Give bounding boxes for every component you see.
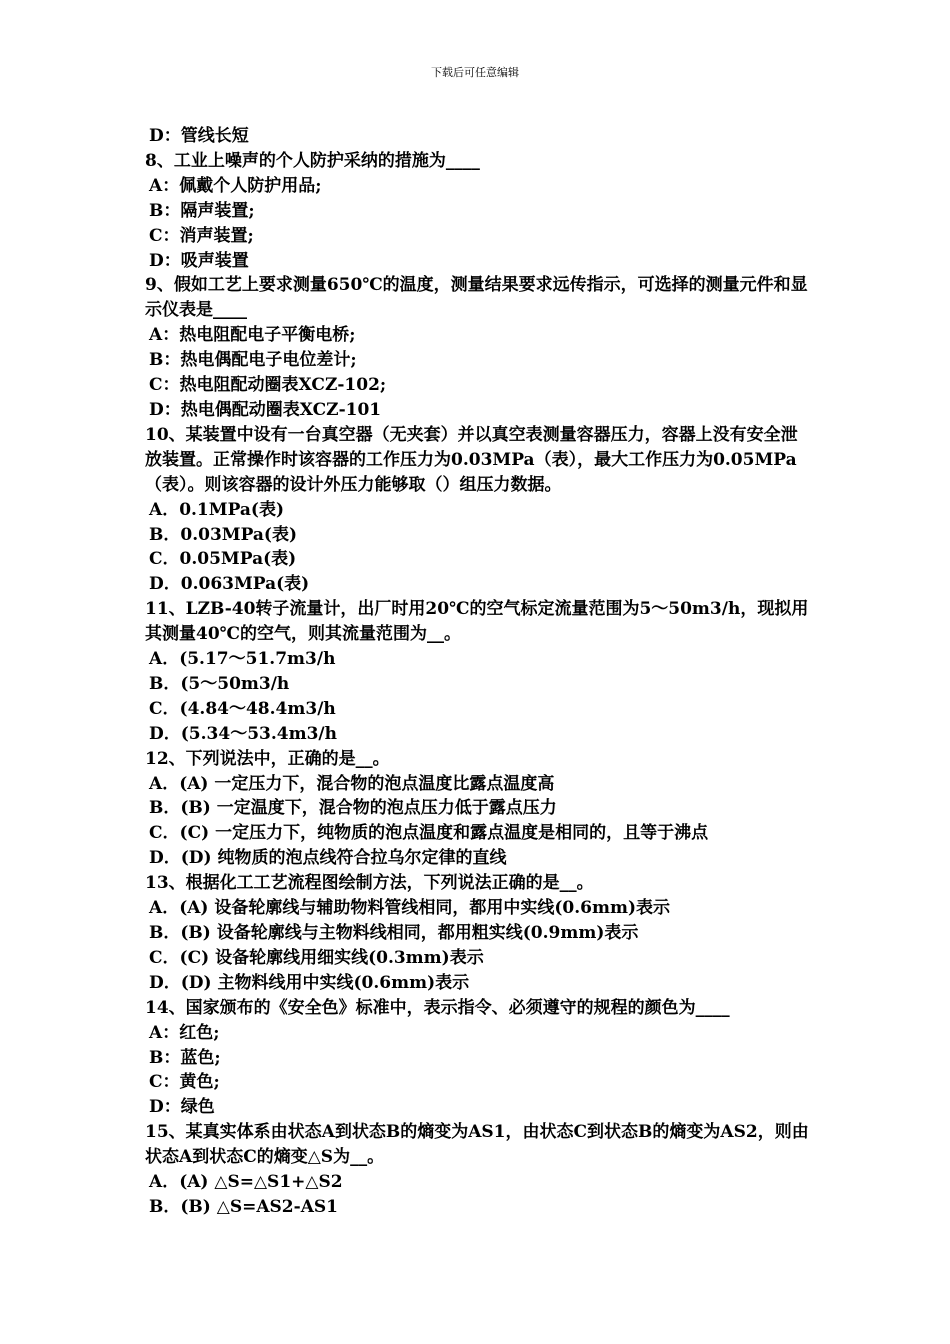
- option-line: A．0.1MPa(表): [149, 499, 285, 520]
- option-line: D．(D) 主物料线用中实线(0.6mm)表示: [149, 972, 470, 993]
- option-line: D：吸声装置: [149, 250, 249, 271]
- option-line: B：热电偶配电子电位差计;: [149, 350, 357, 371]
- option-line: D：热电偶配动圈表XCZ-101: [149, 399, 382, 420]
- option-line: B．(5～50m3/h: [149, 673, 290, 694]
- option-line: C：热电阻配动圈表XCZ-102;: [149, 375, 387, 396]
- page-header: 下载后可任意编辑: [431, 66, 519, 79]
- option-line: B：蓝色;: [149, 1047, 221, 1068]
- option-line: B：隔声装置;: [149, 200, 255, 221]
- option-line: B．(B) △S=AS2-AS1: [149, 1196, 338, 1217]
- question-line: 15、某真实体系由状态A到状态B的熵变为AS1，由状态C到状态B的熵变为AS2，则由状态A到状态C的熵变△S为__。: [145, 1122, 809, 1168]
- option-line: C：黄色;: [149, 1072, 220, 1093]
- option-line: C．(C) 设备轮廓线用细实线(0.3mm)表示: [149, 947, 484, 968]
- option-line: C：消声装置;: [149, 225, 254, 246]
- question-line: 11、LZB-40转子流量计，出厂时用20℃的空气标定流量范围为5～50m3/h，现拟用其测量40℃的空气，则其流量范围为__。: [145, 599, 809, 645]
- option-line: A．(A) △S=△S1+△S2: [149, 1172, 343, 1193]
- option-line: A：热电阻配电子平衡电桥;: [149, 325, 356, 346]
- option-line: D：绿色: [149, 1097, 215, 1118]
- option-line: A：红色;: [149, 1022, 220, 1043]
- question-line: 14、国家颁布的《安全色》标准中，表示指令、必须遵守的规程的颜色为____: [145, 997, 730, 1018]
- question-line: 9、假如工艺上要求测量650℃的温度，测量结果要求远传指示，可选择的测量元件和显示仪表是____: [145, 275, 808, 321]
- option-line: D．(5.34～53.4m3/h: [149, 723, 337, 744]
- option-line: B．(B) 设备轮廓线与主物料线相同，都用粗实线(0.9mm)表示: [149, 923, 639, 943]
- option-line: D．0.063MPa(表): [149, 574, 310, 595]
- option-line: B．0.03MPa(表): [149, 524, 298, 545]
- question-line: 10、某装置中设有一台真空器（无夹套）并以真空表测量容器压力，容器上没有安全泄放装置。正常操作时该容器的工作压力为0.03MPa（表），最大工作压力为0.05MPa（表）。则该容器的设计外压力能够取（）组压力数据。: [145, 424, 798, 495]
- question-line: 8、工业上噪声的个人防护采纳的措施为____: [145, 150, 480, 171]
- option-line: D．(D) 纯物质的泡点线符合拉乌尔定律的直线: [149, 848, 507, 869]
- option-line: A：佩戴个人防护用品;: [149, 175, 322, 196]
- question-line: 12、下列说法中，正确的是__。: [145, 748, 390, 769]
- option-line: C．0.05MPa(表): [149, 549, 297, 570]
- option-line: B．(B) 一定温度下，混合物的泡点压力低于露点压力: [149, 798, 557, 819]
- option-line: A．(A) 设备轮廓线与辅助物料管线相同，都用中实线(0.6mm)表示: [149, 898, 671, 919]
- document-body: [145, 124, 810, 1220]
- option-line: A．(5.17～51.7m3/h: [149, 649, 336, 670]
- option-line: A．(A) 一定压力下，混合物的泡点温度比露点温度高: [149, 773, 555, 794]
- option-line: D：管线长短: [149, 126, 249, 146]
- option-line: C．(4.84～48.4m3/h: [149, 698, 336, 719]
- option-line: C．(C) 一定压力下，纯物质的泡点温度和露点温度是相同的，且等于沸点: [149, 823, 709, 844]
- question-line: 13、根据化工工艺流程图绘制方法，下列说法正确的是__。: [145, 873, 594, 894]
